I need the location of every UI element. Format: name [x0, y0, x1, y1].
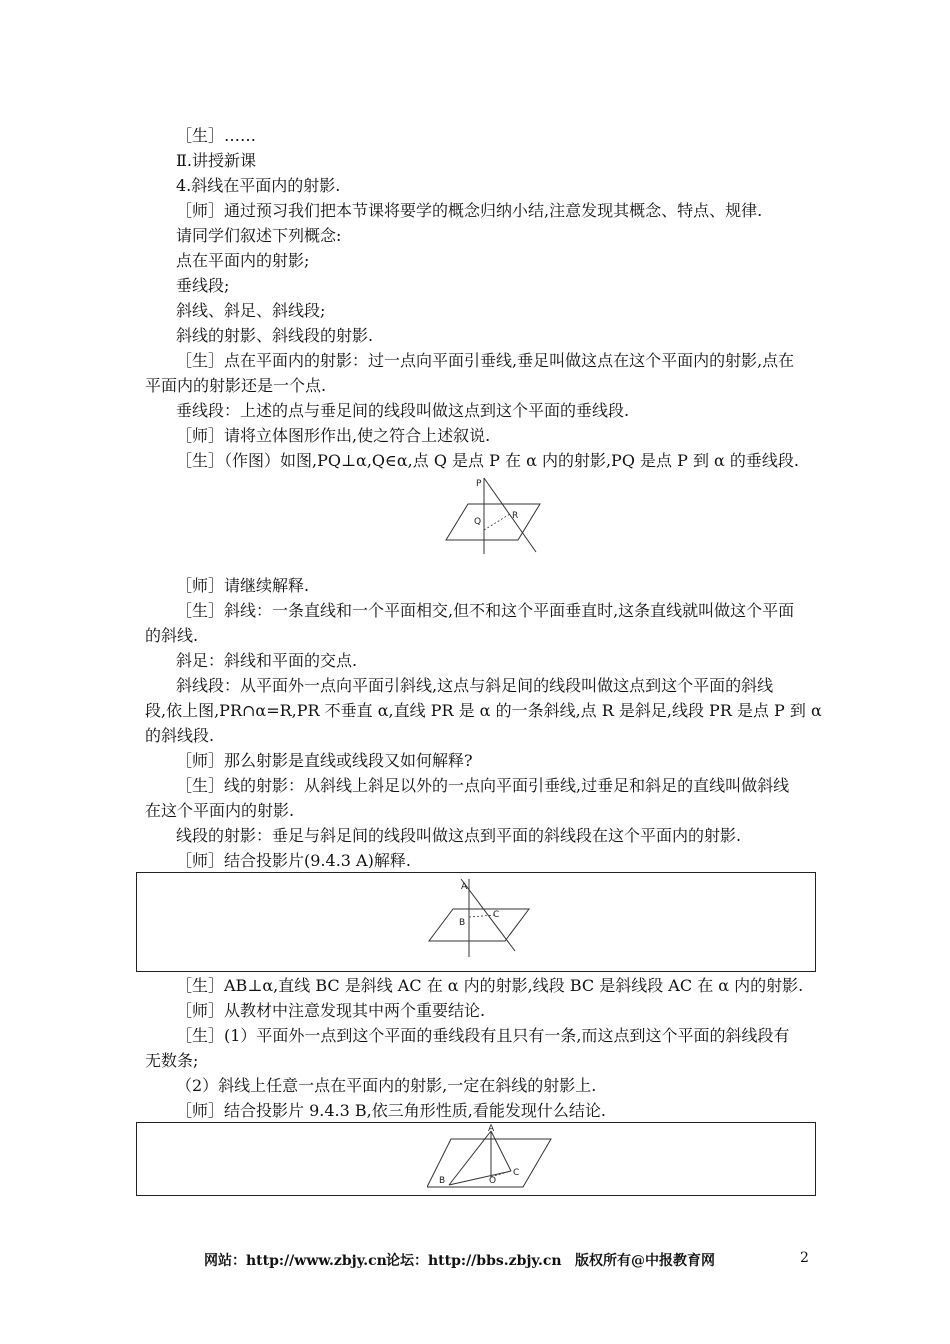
plane-alpha [446, 504, 540, 540]
projection-slide-a [136, 872, 816, 972]
label-o: O [489, 1176, 497, 1186]
projection-slide-b [136, 1122, 816, 1196]
label-r: R [512, 511, 519, 521]
text-line: ［生］线的射影：从斜线上斜足以外的一点向平面引垂线,过垂足和斜足的直线叫做斜线 [176, 776, 790, 795]
page-number: 2 [800, 1250, 809, 1266]
label-b: B [459, 918, 466, 928]
footer-copyright: 版权所有@中报教育网 [575, 1253, 715, 1269]
text-line: 线段的射影：垂足与斜足间的线段叫做这点到平面的斜线段在这个平面内的射影. [176, 826, 742, 845]
text-line: 斜足：斜线和平面的交点. [176, 651, 358, 670]
figure-triangle-projection [427, 1123, 557, 1193]
text-line: 无数条; [145, 1051, 199, 1070]
line-bc [469, 915, 495, 917]
text-line: ［生］（作图）如图,PQ⊥α,Q∈α,点 Q 是点 P 在 α 内的射影,PQ 是点 P 到 α 的垂线段. [176, 451, 800, 470]
text-line: ［师］通过预习我们把本节课将要学的概念归纳小结,注意发现其概念、特点、规律. [176, 201, 763, 220]
text-line: ［师］从教材中注意发现其中两个重要结论. [176, 1001, 486, 1020]
plane-alpha [429, 909, 529, 941]
footer-website[interactable]: 网站：http://www.zbjy.cn [204, 1253, 387, 1269]
text-line: ［师］请将立体图形作出,使之符合上述叙说. [176, 426, 491, 445]
text-line: ［生］…… [176, 126, 257, 145]
text-line: 的斜线段. [145, 726, 215, 745]
label-b: B [439, 1176, 446, 1186]
text-line: ［生］点在平面内的射影：过一点向平面引垂线,垂足叫做这点在这个平面内的射影,点在 [176, 351, 795, 370]
text-line: ［师］结合投影片(9.4.3 A)解释. [176, 851, 411, 870]
line-pr [484, 478, 536, 552]
text-line: ［师］那么射影是直线或线段又如何解释? [176, 751, 473, 770]
text-line: 斜线、斜足、斜线段; [176, 301, 326, 320]
label-a: A [461, 882, 468, 892]
text-line: 平面内的射影还是一个点. [145, 376, 327, 395]
label-c: C [493, 910, 500, 920]
text-line: 在这个平面内的射影. [145, 801, 295, 820]
label-p: P [476, 479, 482, 489]
text-line: （2）斜线上任意一点在平面内的射影,一定在斜线的射影上. [176, 1076, 597, 1095]
line-ac [491, 1131, 511, 1171]
subsection-heading: 4.斜线在平面内的射影. [176, 176, 341, 195]
text-line: ［师］结合投影片 9.4.3 B,依三角形性质,看能发现什么结论. [176, 1101, 606, 1120]
text-line: 垂线段; [176, 276, 230, 295]
text-line: 的斜线. [145, 626, 199, 645]
text-line: 请同学们叙述下列概念: [176, 226, 342, 245]
line-qr [484, 514, 510, 530]
text-line: ［师］请继续解释. [176, 576, 310, 595]
figure-pq-perpendicular [440, 474, 550, 558]
label-q: Q [474, 517, 482, 527]
text-line: ［生］斜线：一条直线和一个平面相交,但不和这个平面垂直时,这条直线就叫做这个平面 [176, 601, 795, 620]
text-line: 垂线段：上述的点与垂足间的线段叫做这点到这个平面的垂线段. [176, 401, 630, 420]
label-a: A [488, 1124, 495, 1134]
text-line: ［生］(1）平面外一点到这个平面的垂线段有且只有一条,而这点到这个平面的斜线段有 [176, 1026, 790, 1045]
text-line: 斜线段：从平面外一点向平面引斜线,这点与斜足间的线段叫做这点到这个平面的斜线 [176, 676, 774, 695]
figure-ab-perpendicular [425, 875, 545, 967]
text-line: 点在平面内的射影; [176, 251, 310, 270]
text-line: ［生］AB⊥α,直线 BC 是斜线 AC 在 α 内的射影,线段 BC 是斜线段 AC 在 α 内的射影. [176, 976, 804, 995]
footer-forum[interactable]: 论坛：http://bbs.zbjy.cn [386, 1253, 562, 1269]
section-heading: Ⅱ.讲授新课 [176, 151, 256, 170]
text-line: 段,依上图,PR∩α=R,PR 不垂直 α,直线 PR 是 α 的一条斜线,点 R 是斜足,线段 PR 是点 P 到 α [145, 701, 822, 720]
label-c: C [513, 1168, 520, 1178]
text-line: 斜线的射影、斜线段的射影. [176, 326, 374, 345]
